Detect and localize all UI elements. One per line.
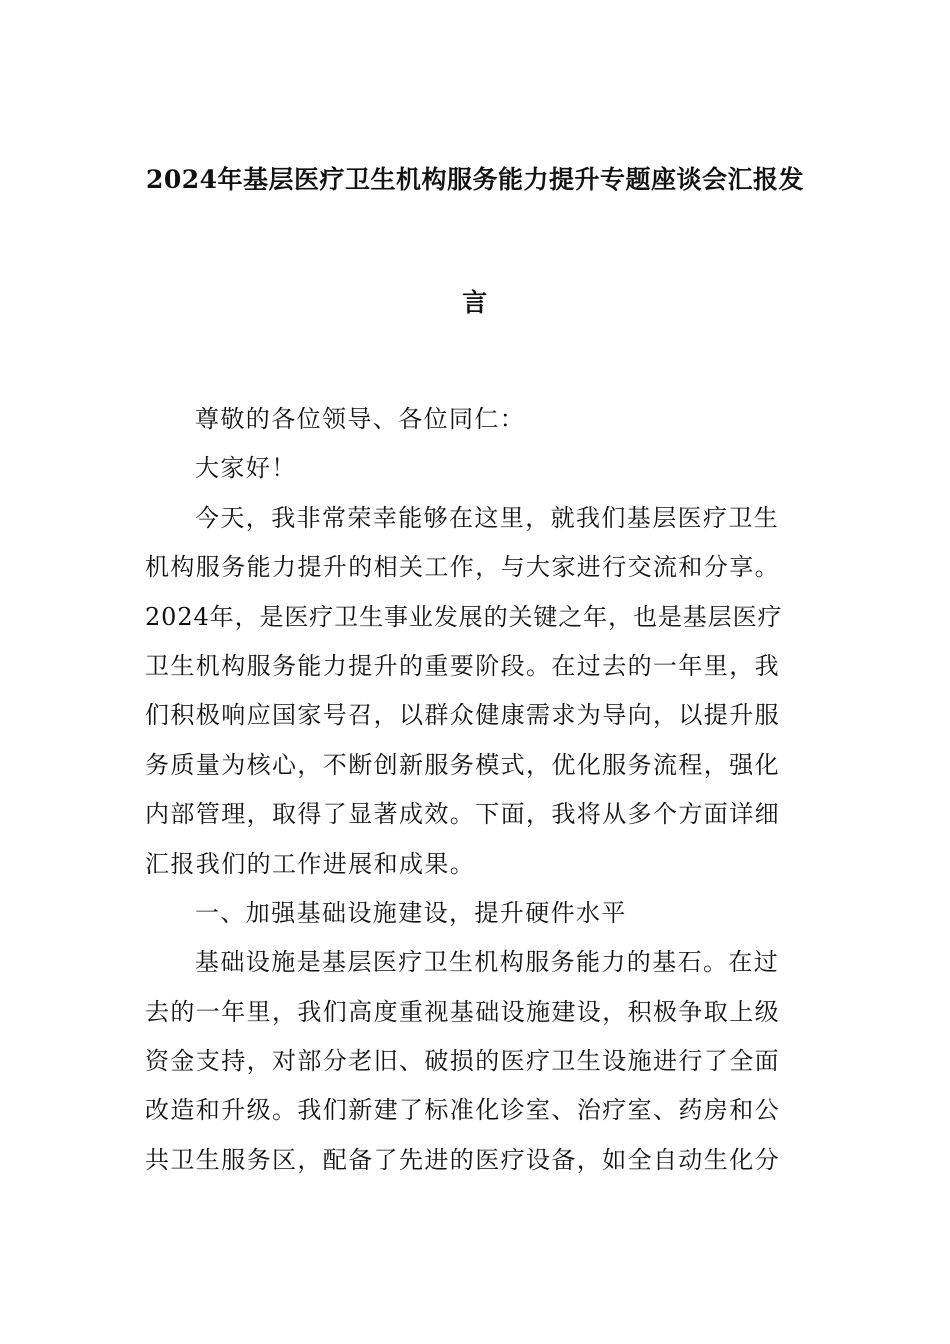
greeting-line: 大家好！ (195, 454, 297, 483)
section-heading: 一、加强基础设施建设，提升硬件水平 (195, 898, 627, 927)
document-title-line-1: 2024年基层医疗卫生机构服务能力提升专题座谈会汇报发 (145, 165, 805, 194)
paragraph-line: 们积极响应国家号召，以群众健康需求为导向，以提升服 (145, 701, 780, 730)
paragraph-line: 卫生机构服务能力提升的重要阶段。在过去的一年里，我 (145, 651, 780, 680)
paragraph-line: 改造和升级。我们新建了标准化诊室、治疗室、药房和公 (145, 1096, 780, 1125)
salutation-line: 尊敬的各位领导、各位同仁： (195, 405, 526, 433)
paragraph-line: 资金支持，对部分老旧、破损的医疗卫生设施进行了全面 (145, 1047, 780, 1076)
paragraph-line: 内部管理，取得了显著成效。下面，我将从多个方面详细 (145, 800, 780, 829)
paragraph-line: 去的一年里，我们高度重视基础设施建设，积极争取上级 (145, 997, 780, 1026)
document-title-line-2: 言 (462, 288, 488, 317)
document-body (145, 395, 810, 1185)
paragraph-line: 今天，我非常荣幸能够在这里，就我们基层医疗卫生 (195, 503, 780, 532)
paragraph-line: 2024年，是医疗卫生事业发展的关键之年，也是基层医疗 (145, 602, 783, 631)
paragraph-line: 机构服务能力提升的相关工作，与大家进行交流和分享。 (145, 553, 780, 582)
paragraph-line: 汇报我们的工作进展和成果。 (145, 849, 476, 878)
paragraph-line: 基础设施是基层医疗卫生机构服务能力的基石。在过 (195, 948, 780, 977)
paragraph-line: 共卫生服务区，配备了先进的医疗设备，如全自动生化分 (145, 1145, 780, 1174)
paragraph-line: 务质量为核心，不断创新服务模式，优化服务流程，强化 (145, 750, 780, 779)
